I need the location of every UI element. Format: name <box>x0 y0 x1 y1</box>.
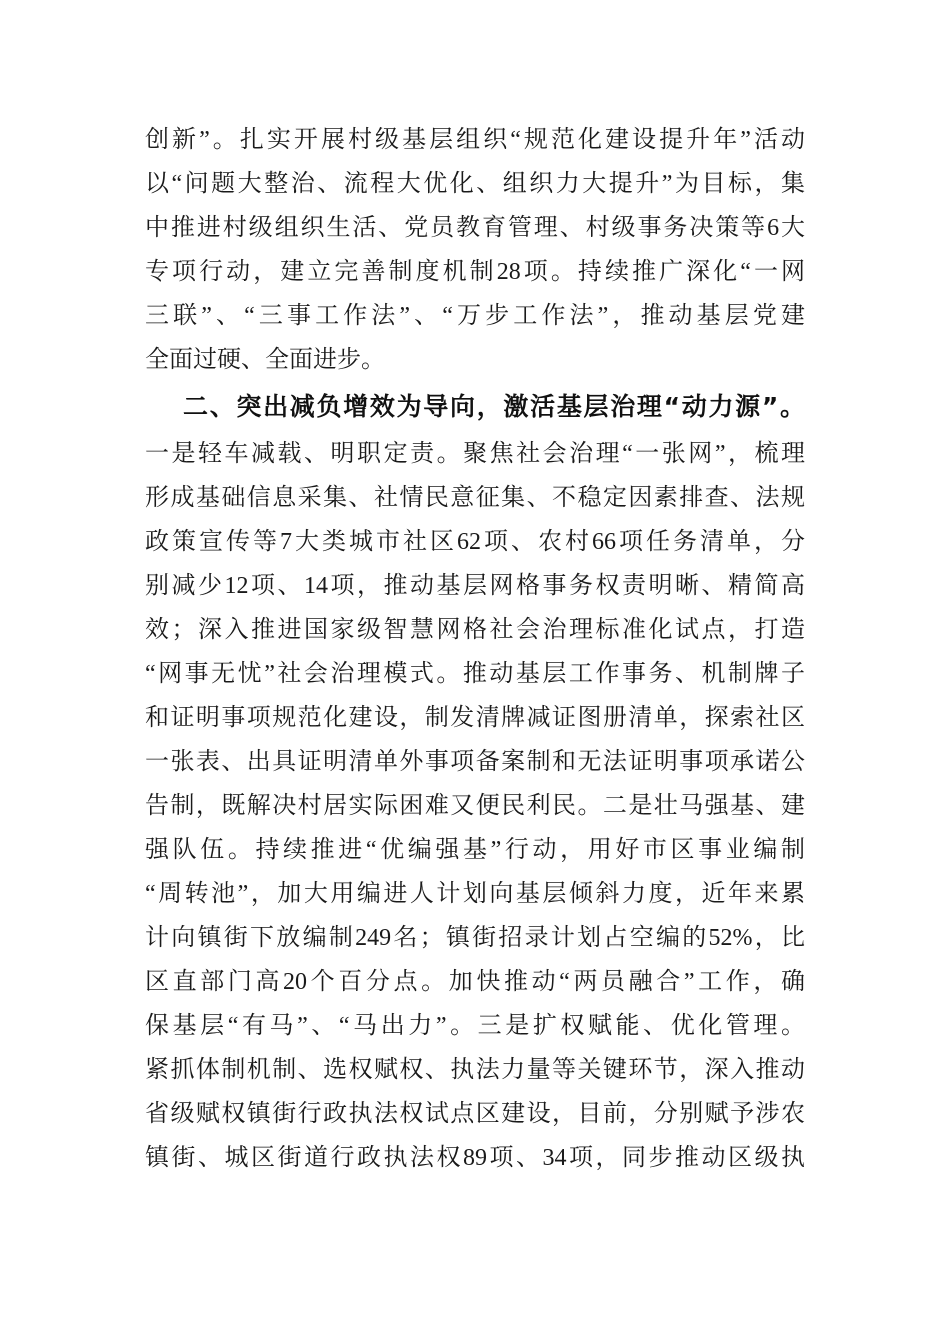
text-line: “周转池”，加大用编进人计划向基层倾斜力度，近年来累 <box>145 881 805 907</box>
text-line: 镇街、城区街道行政执法权89项、34项，同步推动区级执 <box>145 1145 805 1171</box>
text-line: 一张表、出具证明清单外事项备案制和无法证明事项承诺公 <box>145 749 805 775</box>
text-line: 创新”。扎实开展村级基层组织“规范化建设提升年”活动 <box>145 127 805 153</box>
paragraph-2 <box>145 432 805 1180</box>
text-line: 紧抓体制机制、选权赋权、执法力量等关键环节，深入推动 <box>145 1057 805 1083</box>
text-line: 以“问题大整治、流程大优化、组织力大提升”为目标，集 <box>145 171 805 197</box>
text-line: 保基层“有马”、“马出力”。三是扩权赋能、优化管理。 <box>145 1013 805 1039</box>
text-line: 政策宣传等7大类城市社区62项、农村66项任务清单，分 <box>145 529 805 555</box>
text-line: “网事无忧”社会治理模式。推动基层工作事务、机制牌子 <box>145 661 805 687</box>
paragraph-1 <box>145 118 805 382</box>
section-heading: 二、突出减负增效为导向，激活基层治理“动力源”。 <box>183 392 805 421</box>
text-line: 和证明事项规范化建设，制发清牌减证图册清单，探索社区 <box>145 705 805 731</box>
document-page <box>145 118 805 1180</box>
text-line: 三联”、“三事工作法”、“万步工作法”，推动基层党建 <box>145 303 805 329</box>
text-line: 一是轻车减载、明职定责。聚焦社会治理“一张网”，梳理 <box>145 441 805 467</box>
text-line: 强队伍。持续推进“优编强基”行动，用好市区事业编制 <box>145 837 805 863</box>
text-line: 全面过硬、全面进步。 <box>145 347 385 373</box>
text-line: 区直部门高20个百分点。加快推动“两员融合”工作，确 <box>145 969 805 995</box>
text-line: 省级赋权镇街行政执法权试点区建设，目前，分别赋予涉农 <box>145 1101 805 1127</box>
text-line: 中推进村级组织生活、党员教育管理、村级事务决策等6大 <box>145 215 805 241</box>
text-line: 告制，既解决村居实际困难又便民利民。二是壮马强基、建 <box>145 793 805 819</box>
text-line: 形成基础信息采集、社情民意征集、不稳定因素排查、法规 <box>145 485 805 511</box>
text-line: 计向镇街下放编制249名；镇街招录计划占空编的52%，比 <box>145 925 805 951</box>
text-line: 效；深入推进国家级智慧网格社会治理标准化试点，打造 <box>145 617 805 643</box>
text-line: 别减少12项、14项，推动基层网格事务权责明晰、精简高 <box>145 573 805 599</box>
text-line: 专项行动，建立完善制度机制28项。持续推广深化“一网 <box>145 259 805 285</box>
